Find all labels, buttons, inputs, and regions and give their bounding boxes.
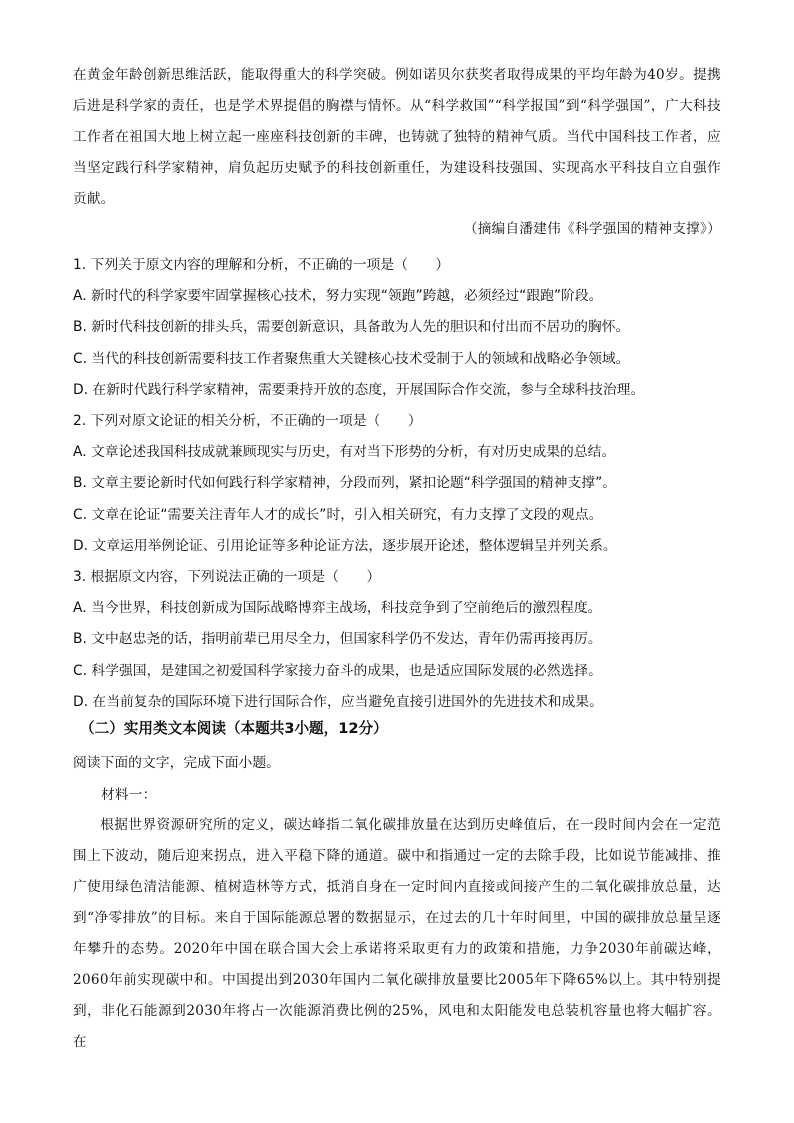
- material-label: 材料一：: [101, 787, 157, 803]
- question-3-stem: 3. 根据原文内容，下列说法正确的一项是（ ）: [73, 569, 381, 586]
- question-1-option-d: D. 在新时代践行科学家精神，需要秉持开放的态度，开展国际合作交流，参与全球科技治理。: [73, 381, 645, 398]
- question-3-option-d: D. 在当前复杂的国际环境下进行国际合作，应当避免直接引进国外的先进技术和成果。: [73, 693, 603, 710]
- source-citation: （摘编自潘建伟《科学强国的精神支撑》）: [463, 221, 721, 237]
- question-list: [73, 250, 644, 718]
- question-2-option-b: B. 文章主要论新时代如何践行科学家精神，分段而列，紧扣论题“科学强国的精神支撑”。: [73, 475, 617, 492]
- question-1-stem: 1. 下列关于原文内容的理解和分析，不正确的一项是（ ）: [73, 257, 450, 273]
- question-3-option-c: C. 科学强国，是建国之初爱国科学家接力奋斗的成果，也是适应国际发展的必然选择。: [73, 662, 602, 679]
- question-1-option-b: B. 新时代科技创新的排头兵，需要创新意识，具备敢为人先的胆识和付出而不居功的胸怀。: [73, 319, 630, 336]
- question-2-stem: 2. 下列对原文论证的相关分析，不正确的一项是（ ）: [73, 413, 422, 430]
- question-2-option-a: A. 文章论述我国科技成就兼顾现实与历史，有对当下形势的分析，有对历史成果的总结。: [73, 444, 616, 461]
- question-3-option-a: A. 当今世界，科技创新成为国际战略博弈主战场，科技竞争到了空前绝后的激烈程度。: [73, 600, 602, 617]
- question-2-option-c: C. 文章在论证“需要关注青年人才的成长”时，引入相关研究，有力支撑了文段的观点。: [73, 506, 603, 523]
- section-instruction: 阅读下面的文字，完成下面小题。: [73, 755, 280, 771]
- passage-paragraph: 在黄金年龄创新思维活跃，能取得重大的科学突破。例如诺贝尔获奖者取得成果的平均年龄为40岁。提携后进是科学家的责任，也是学术界提倡的胸襟与情怀。从“科学救国”“科学报国”到“科学强国”，广大科技工作者在祖国大地上树立起一座座科技创新的丰碑，也铸就了独特的精神气质。当代中国科技工作者，应当坚定践行科学家精神，肩负起历史赋予的科技创新重任，为建设科技强国、实现高水平科技自立自强作贡献。: [73, 67, 721, 207]
- section-heading: （二）实用类文本阅读（本题共3小题，12分）: [80, 720, 388, 737]
- question-3-option-b: B. 文中赵忠尧的话，指明前辈已用尽全力，但国家科学仍不发达，青年仍需再接再厉。: [73, 631, 602, 648]
- question-1-option-a: A. 新时代的科学家要牢固掌握核心技术，努力实现“领跑”跨越，必须经过“跟跑”阶段。: [73, 288, 603, 305]
- question-2-option-d: D. 文章运用举例论证、引用论证等多种论证方法，逐步展开论述，整体逻辑呈并列关系。: [73, 537, 617, 554]
- material-paragraph: 根据世界资源研究所的定义，碳达峰指二氧化碳排放量在达到历史峰值后，在一段时间内会在一定范围上下波动，随后迎来拐点，进入平稳下降的通道。碳中和指通过一定的去除手段，比如说节能减排、推广使用绿色清洁能源、植树造林等方式，抵消自身在一定时间内直接或间接产生的二氧化碳排放总量，达到“净零排放”的目标。来自于国际能源总署的数据显示，在过去的几十年时间里，中国的碳排放总量呈逐年攀升的态势。2020年中国在联合国大会上承诺将采取更有力的政策和措施，力争2030年前碳达峰，2060年前实现碳中和。中国提出到2030年国内二氧化碳排放量要比2005年下降65%以上。其中特别提到，非化石能源到2030年将占一次能源消费比例的25%，风电和太阳能发电总装机容量也将大幅扩容。在: [73, 817, 721, 1050]
- question-1-option-c: C. 当代的科技创新需要科技工作者聚焦重大关键核心技术受制于人的领域和战略必争领域。: [73, 350, 630, 367]
